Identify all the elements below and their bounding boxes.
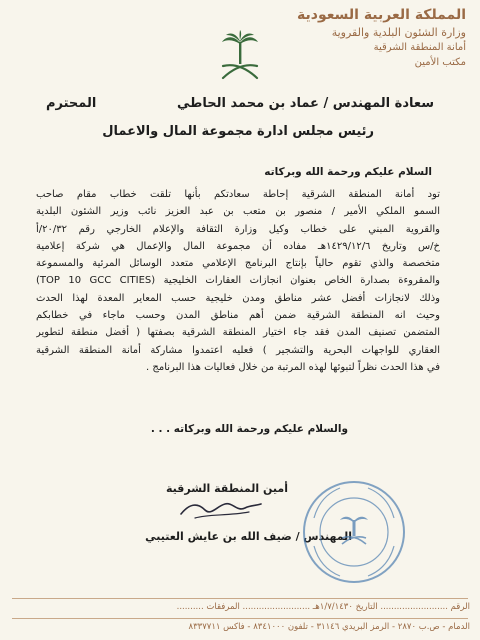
footer-contact-line: الدمام - ص.ب ٢٨٧٠ - الرمز البريدي ٣١١٤٦ - تلفون ٨٣٤١٠٠٠ - فاكس ٨٣٣٧٧١١ bbox=[188, 622, 470, 632]
body-line: تود أمانة المنطقة الشرقية إحاطة سعادتكم بأنها تلقت خطاب مقام صاحب bbox=[36, 189, 440, 200]
letterhead-ministry: وزارة الشئون البلدية والقروية bbox=[331, 26, 466, 39]
body-line: العقاري للواجهات البحرية والتشجير ) فعليه اعتمدوا مشاركة أمانة المنطقة الشرقية bbox=[36, 344, 440, 356]
closing-salutation: والسلام عليكم ورحمة الله وبركاته . . . bbox=[150, 423, 348, 435]
letterhead-office: مكتب الأمين bbox=[414, 57, 466, 68]
letterhead-country: المملكة العربية السعودية bbox=[297, 7, 466, 23]
body-line: في هذا الحدث نظراً لتبوئها لهذه المرتبة من خلال فعاليات هذا البرنامج . bbox=[146, 361, 440, 373]
body-line: السمو الملكي الأمير / منصور بن متعب بن عبد العزيز نائب وزير الشئون البلدية bbox=[36, 206, 440, 218]
body-line: خ/س وتاريخ ١٤٢٩/١٢/٦هـ مفاده أن مجموعة المال والإعمال هي شركة إعلامية bbox=[36, 240, 440, 252]
footer-divider bbox=[12, 618, 468, 619]
letter-body bbox=[36, 186, 440, 376]
signatory-title: أمين المنطقة الشرقية bbox=[166, 482, 288, 495]
letterhead bbox=[266, 8, 466, 68]
addressee-title: رئيس مجلس ادارة مجموعة المال والاعمال bbox=[102, 124, 374, 139]
addressee-name: سعادة المهندس / عماد بن محمد الحاطي bbox=[177, 96, 434, 111]
body-line: متخصصة والذي تقوم حالياً بإنتاج البرنامج الإعلامي متعدد الوسائل المرئية والمسموعة bbox=[36, 258, 440, 270]
handwritten-signature bbox=[175, 496, 265, 522]
signatory-name: المهندس / ضيف الله بن عايش العتيبي bbox=[145, 530, 352, 543]
addressee-honorific: المحترم bbox=[46, 96, 97, 111]
body-line: المتضمن تصنيف المدن فقد جاء اختيار المنطقة الشرقية بصفتها ( أفضل منطقة لتطوير bbox=[36, 327, 440, 339]
greeting: السلام عليكم ورحمة الله وبركاته bbox=[264, 166, 432, 178]
body-line: وذلك لانجازات أفضل عشر مناطق ومدن خليجية حسب المعاير المعدة لهذا الحدث bbox=[36, 292, 440, 304]
saudi-emblem-icon bbox=[218, 30, 262, 84]
body-line: والمقروءة بصدارة الخاص بعنوان انجازات العقارات الخليجية (TOP 10 GCC CITIES) bbox=[36, 275, 440, 287]
footer-divider bbox=[12, 598, 468, 599]
body-line: وحيث انه المنطقة الشرقية ضمن أهم مناطق المدن وحسب ماجاء في خطابكم bbox=[36, 310, 440, 322]
footer-reference-line: الرقم ......................... التاريخ ١/٧/١٤٣٠هـ ......................... المرفقات .......... bbox=[176, 602, 470, 612]
body-line: والقروية المبني على خطاب وكيل وزارة الثقافة والإعلام الخارجي رقم ٢٠/٣٢/أ bbox=[36, 223, 440, 235]
official-stamp-icon bbox=[300, 478, 408, 586]
letterhead-municipality: أمانة المنطقة الشرقية bbox=[373, 42, 466, 53]
